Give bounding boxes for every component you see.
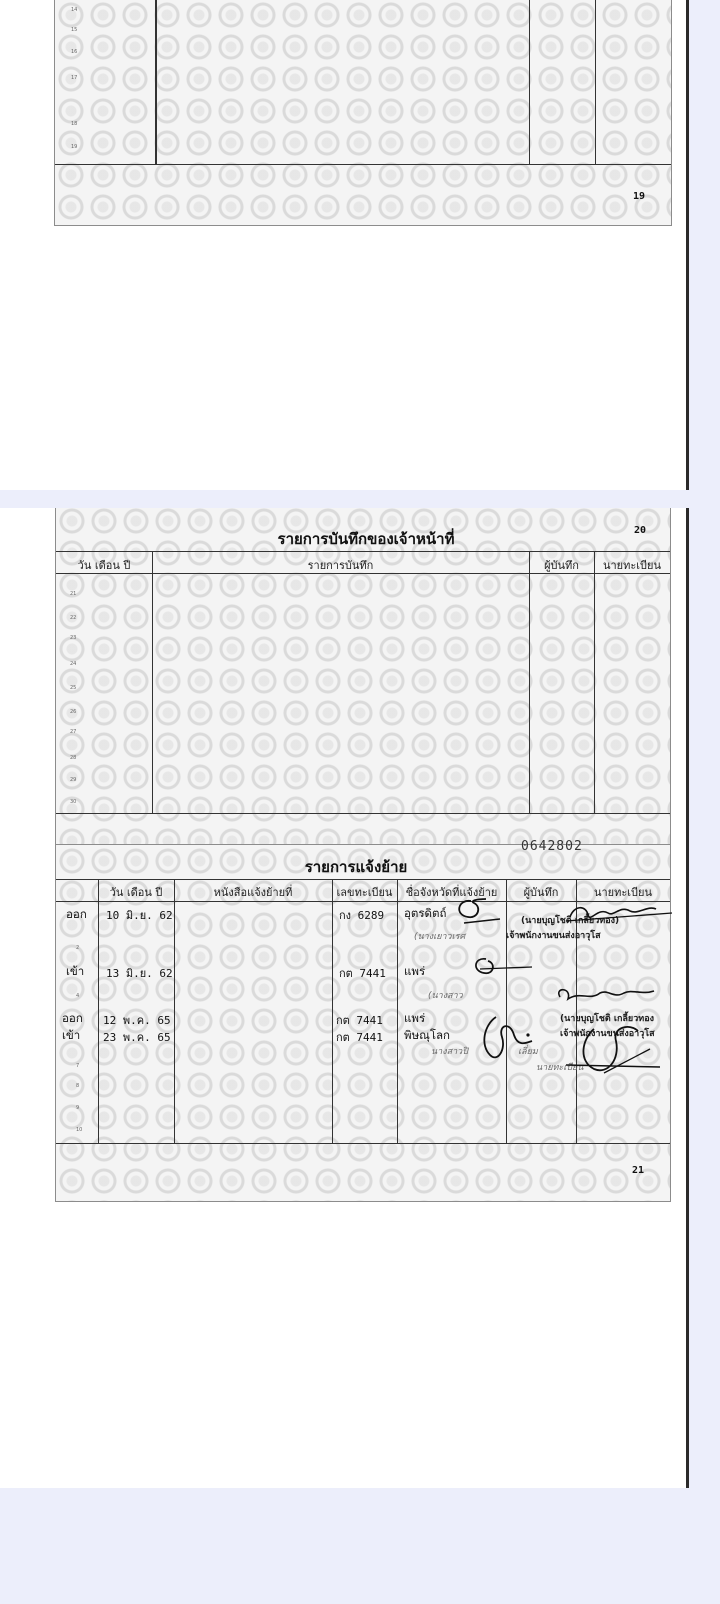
- transfer-title: รายการแจ้งย้าย: [304, 858, 408, 876]
- officer-stamp-name: นางสาวปิ: [431, 1047, 468, 1057]
- transfer-date: 10 มิ.ย. 62: [106, 909, 173, 922]
- transfer-type: เข้า: [62, 1028, 81, 1042]
- column-header-province: ชื่อจังหวัดที่แจ้งย้าย: [405, 886, 498, 899]
- row-number: 9: [76, 1105, 80, 1111]
- document-page-1: [0, 0, 689, 490]
- row-number: 26: [70, 709, 77, 715]
- transfer-date: 23 พ.ค. 65: [103, 1031, 171, 1044]
- column-header-date: วัน เดือน ปี: [109, 886, 163, 899]
- row-number: 21: [70, 591, 77, 597]
- transfer-records-sheet: [55, 839, 671, 1202]
- plate-number: กง 6289: [339, 909, 385, 922]
- row-number: 22: [70, 615, 77, 621]
- column-header-registrar: นายทะเบียน: [593, 886, 652, 899]
- page-number: 21: [632, 1165, 645, 1176]
- transfer-date: 12 พ.ค. 65: [103, 1014, 171, 1027]
- row-number: 15: [71, 27, 78, 33]
- registrar-stamp-name: (นายบุญโชติ เกลี้ยวทอง: [560, 1014, 654, 1024]
- officer-stamp-name: (นางเยาวเรศ: [414, 932, 466, 942]
- transfer-type: ออก: [62, 1011, 83, 1025]
- row-number: 27: [70, 729, 77, 735]
- registrar-stamp-title: เจ้าพนักงานขนส่งอาวุโส: [560, 1029, 655, 1039]
- row-number: 25: [70, 685, 77, 691]
- column-header-registrar: นายทะเบียน: [602, 559, 661, 572]
- row-number: 4: [76, 993, 80, 999]
- province-name: แพร่: [404, 964, 426, 978]
- document-page-2: [0, 508, 689, 1488]
- page-number: 19: [633, 191, 646, 202]
- column-header-plate: เลขทะเบียน: [336, 886, 393, 899]
- row-number: 19: [71, 144, 78, 150]
- page-number: 20: [634, 525, 647, 536]
- registrar-signature-icon: [550, 985, 660, 1009]
- plate-number: กต 7441: [336, 1031, 383, 1044]
- row-number: 23: [70, 635, 77, 641]
- row-number: 16: [71, 49, 78, 55]
- row-number: 18: [71, 121, 78, 127]
- row-number: 7: [76, 1063, 80, 1069]
- column-header-recorder: ผู้บันทึก: [523, 886, 559, 899]
- serial-number: 0642802: [521, 839, 583, 854]
- column-header-recorder: ผู้บันทึก: [544, 559, 579, 572]
- registrar-stamp-name: (นายบุญโชติ เกลี้ยวทอง): [521, 916, 620, 926]
- recorder-signature-icon: [446, 897, 506, 927]
- row-number: 30: [70, 799, 77, 805]
- transfer-type: ออก: [66, 907, 87, 921]
- column-header-record: รายการบันทึก: [307, 559, 374, 572]
- officer-stamp-name: (นางสาว: [428, 991, 463, 1001]
- column-header-date: วัน เดือน ปี: [77, 559, 131, 572]
- row-number: 10: [76, 1127, 83, 1133]
- province-name: แพร่: [404, 1011, 426, 1025]
- transfer-type: เข้า: [66, 964, 85, 978]
- recorder-signature-icon: [466, 955, 536, 979]
- registrar-stamp-title: เจ้าพนักงานขนส่งอาวุโส: [506, 931, 601, 941]
- province-name: อุตรดิตถ์: [404, 906, 447, 920]
- registrar-signature-icon: [564, 899, 674, 929]
- registrar-signature-icon: [564, 1019, 664, 1079]
- officer-records-sheet: [55, 508, 671, 848]
- row-number: 8: [76, 1083, 80, 1089]
- row-number: 28: [70, 755, 77, 761]
- registration-sheet-bottom: [54, 0, 672, 226]
- page-title: รายการบันทึกของเจ้าหน้าที่: [277, 530, 455, 548]
- plate-number: กต 7441: [336, 1014, 383, 1027]
- transfer-date: 13 มิ.ย. 62: [106, 967, 173, 980]
- plate-number: กต 7441: [339, 967, 386, 980]
- province-name: พิษณุโลก: [404, 1028, 451, 1042]
- officer-stamp-name: เลี่ยม: [518, 1047, 538, 1057]
- recorder-signature-icon: [476, 1011, 536, 1066]
- row-number: 24: [70, 661, 77, 667]
- registrar-stamp-title: นายทะเบียน: [536, 1063, 584, 1073]
- column-header-notice: หนังสือแจ้งย้ายที่: [213, 886, 293, 899]
- row-number: 29: [70, 777, 77, 783]
- row-number: 17: [71, 75, 78, 81]
- row-number: 14: [71, 7, 78, 13]
- row-number: 2: [76, 945, 80, 951]
